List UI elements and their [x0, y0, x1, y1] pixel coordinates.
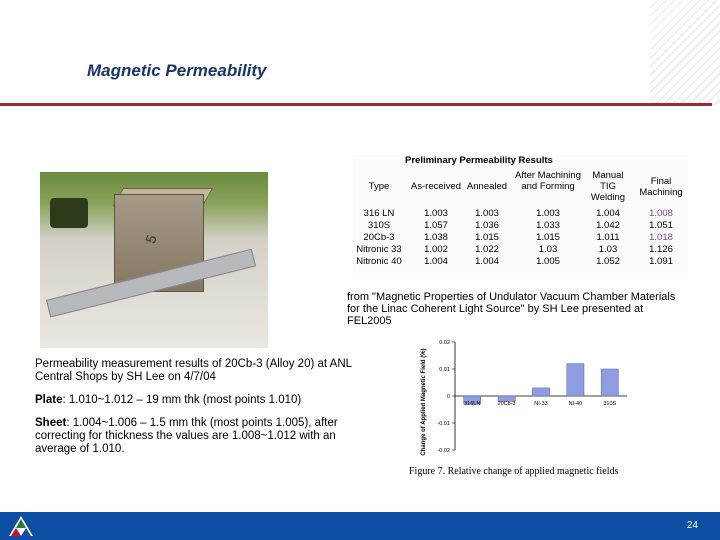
- table-caption: Preliminary Permeability Results: [405, 155, 553, 166]
- chart-bar: [532, 388, 549, 396]
- title-divider: [0, 103, 712, 106]
- field-change-chart: [403, 336, 633, 468]
- block-label: 5: [142, 232, 160, 246]
- figure-caption: Figure 7. Relative change of applied magnetic fields: [409, 466, 619, 477]
- chart-y-tick-label: -0.02: [437, 448, 450, 454]
- chart-y-tick-label: 0.02: [439, 340, 450, 346]
- chart-y-tick-label: -0.01: [437, 421, 450, 427]
- chart-category-label: NI-33: [534, 401, 548, 407]
- header-final-machining: Final Machining: [639, 176, 683, 198]
- sample-photo: [40, 172, 268, 348]
- chart-category-label: 310S: [603, 401, 617, 407]
- footer-bar: [0, 512, 720, 540]
- argonne-logo-icon: [8, 515, 34, 537]
- header-type: Type: [368, 181, 390, 192]
- chart-bar: [601, 369, 618, 396]
- chart-category-label: NI-40: [568, 401, 583, 407]
- plate-label: Plate: [35, 394, 63, 406]
- header-annealed: Annealed: [466, 181, 508, 192]
- chart-y-axis-label: Change of Applied Magnetic Field (%): [421, 348, 427, 456]
- results-text: [35, 358, 355, 466]
- sheet-text: : 1.004~1.006 – 1.5 mm thk (most points 1.005), after correcting for thickness the values are 1.008~1.012 with an average of 1.010.: [35, 417, 338, 455]
- photo-background-shadow: [50, 198, 88, 228]
- chart-y-tick-label: 0: [446, 394, 450, 400]
- table-row: 20Cb-3 1.038 1.015 1.015 1.011 1.018: [363, 232, 673, 243]
- chart-category-label: 316LN: [464, 401, 481, 407]
- plate-result: [35, 394, 355, 407]
- slide-title: Magnetic Permeability: [87, 61, 267, 80]
- permeability-table: [353, 155, 688, 273]
- source-citation: from "Magnetic Properties of Undulator Vacuum Chamber Materials for the Linac Coherent Light Source" by SH Lee presented at FEL2005: [347, 291, 676, 327]
- plate-text: : 1.010~1.012 – 19 mm thk (most points 1.010): [62, 394, 302, 406]
- sheet-label: Sheet: [35, 417, 67, 429]
- table-row: 310S 1.057 1.036 1.033 1.042 1.051: [367, 220, 673, 231]
- corner-decoration: [650, 0, 720, 105]
- header-as-received: As-received: [410, 181, 462, 192]
- chart-category-label: 20Cb-3: [497, 401, 516, 407]
- chart-y-tick-label: 0.01: [439, 367, 450, 373]
- results-intro: Permeability measurement results of 20Cb-3 (Alloy 20) at ANL Central Shops by SH Lee on 4/7/04: [35, 358, 352, 383]
- table-row: 316 LN 1.003 1.003 1.003 1.004 1.008: [363, 208, 673, 219]
- page-number: 24: [686, 520, 698, 531]
- header-after-machining: After Machining and Forming: [514, 170, 581, 192]
- table-row: Nitronic 40 1.004 1.004 1.005 1.052 1.091: [356, 256, 673, 267]
- header-manual-tig: Manual TIG Welding: [590, 170, 626, 203]
- chart-bar: [567, 364, 584, 396]
- table-row: Nitronic 33 1.002 1.022 1.03 1.03 1.126: [356, 244, 673, 255]
- sheet-result: [35, 417, 355, 456]
